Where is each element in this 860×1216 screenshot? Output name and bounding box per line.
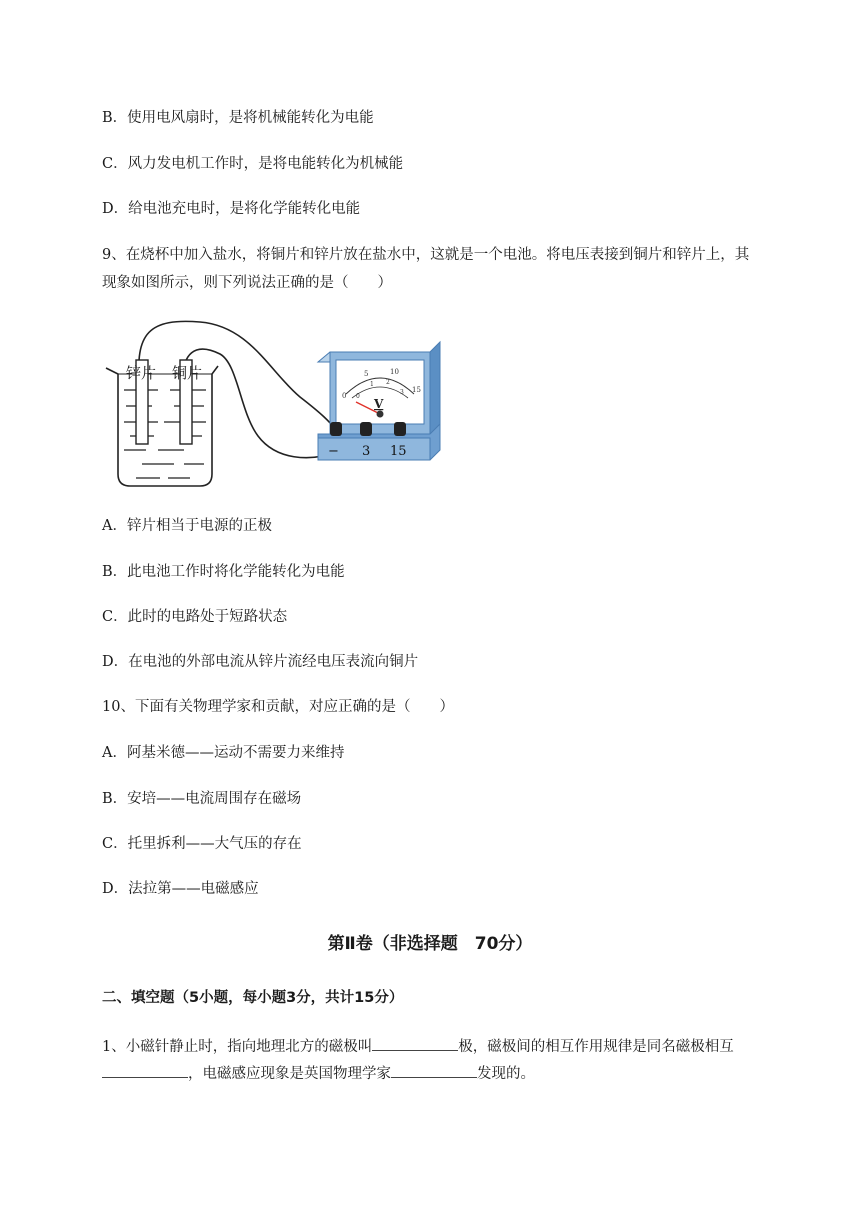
- q10-option-c: C．托里拆利——大气压的存在: [102, 836, 302, 852]
- q10-option-a: A．阿基米德——运动不需要力来维持: [102, 745, 345, 761]
- fill-q1-part3: ，电磁感应现象是英国物理学家: [188, 1066, 391, 1082]
- copper-label: 铜片: [172, 364, 203, 382]
- fill-q1-line1: [102, 1034, 734, 1057]
- fill-q1-part4: 发现的。: [477, 1066, 535, 1082]
- answer-blank-3[interactable]: [391, 1061, 477, 1078]
- terminal-15: 15: [390, 444, 407, 459]
- battery-voltmeter-figure: [100, 312, 450, 492]
- fill-q1-line2: [102, 1061, 535, 1084]
- q9-option-b: B．此电池工作时将化学能转化为电能: [102, 564, 345, 580]
- answer-blank-2[interactable]: [102, 1061, 188, 1078]
- svg-text:2: 2: [386, 379, 390, 386]
- svg-text:3: 3: [400, 389, 404, 396]
- q8-option-d: D．给电池充电时，是将化学能转化电能: [102, 201, 361, 217]
- svg-text:10: 10: [390, 368, 399, 376]
- fill-q1-part1: 1、小磁针静止时，指向地理北方的磁极叫: [102, 1039, 373, 1055]
- terminal-3: 3: [362, 444, 371, 459]
- terminal-negative: −: [328, 444, 339, 459]
- q10-option-b: B．安培——电流周围存在磁场: [102, 791, 302, 807]
- svg-text:0: 0: [356, 393, 360, 400]
- q9-option-c: C．此时的电路处于短路状态: [102, 609, 288, 625]
- svg-text:15: 15: [412, 386, 421, 394]
- q10-stem: 10、下面有关物理学家和贡献，对应正确的是（ ）: [102, 699, 454, 715]
- q8-option-b: B．使用电风扇时，是将机械能转化为电能: [102, 110, 374, 126]
- meter-symbol: V: [374, 397, 384, 411]
- answer-blank-1[interactable]: [372, 1034, 458, 1051]
- voltmeter-icon: [318, 342, 440, 460]
- q9-stem-line2: 现象如图所示，则下列说法正确的是（ ）: [102, 275, 392, 291]
- q8-option-c: C．风力发电机工作时，是将电能转化为机械能: [102, 156, 404, 172]
- svg-text:0: 0: [342, 392, 347, 400]
- beaker-icon: [106, 360, 218, 486]
- fill-q1-part2: 极，磁极间的相互作用规律是同名磁极相互: [458, 1039, 734, 1055]
- q9-stem-line1: 9、在烧杯中加入盐水，将铜片和锌片放在盐水中，这就是一个电池。将电压表接到铜片和锌片上，其: [102, 247, 750, 263]
- section2-title: 二、填空题（5小题，每小题3分，共计15分）: [102, 990, 404, 1006]
- svg-text:1: 1: [370, 381, 374, 388]
- q10-option-d: D．法拉第——电磁感应: [102, 881, 259, 897]
- part2-heading: 第Ⅱ卷（非选择题 70分）: [327, 934, 533, 954]
- svg-text:5: 5: [364, 370, 369, 378]
- q9-option-d: D．在电池的外部电流从锌片流经电压表流向铜片: [102, 654, 419, 670]
- q9-option-a: A．锌片相当于电源的正极: [102, 518, 272, 534]
- wire-zinc: [139, 321, 336, 430]
- zinc-label: 锌片: [126, 364, 157, 382]
